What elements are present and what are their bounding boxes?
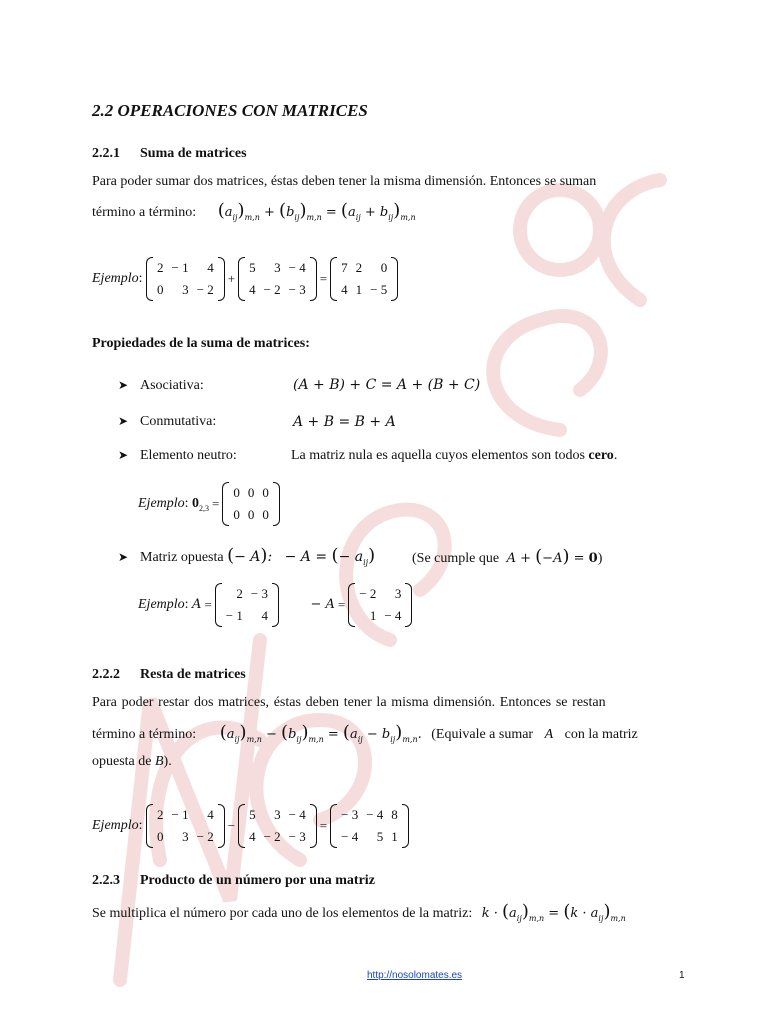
paragraph-suma-1: Para poder sumar dos matrices, éstas deben tener la misma dimensión. Entonces se suman: [92, 174, 597, 189]
example-opuesta: Ejemplo: A = 2 − 3 − 1 4 − A = − 2 3 1 − 4: [138, 583, 412, 627]
arrow-bullet-icon: ➤: [118, 550, 129, 564]
matrix-a: 2 − 1 4 0 3 − 2: [146, 804, 225, 848]
neutro-description: La matriz nula es aquella cuyos elementos son todos cero.: [291, 448, 618, 463]
page-title: 2.2 OPERACIONES CON MATRICES: [92, 101, 368, 120]
matrix-neg-a: − 2 3 1 − 4: [348, 583, 412, 627]
arrow-bullet-icon: ➤: [118, 378, 129, 392]
paragraph-producto: Se multiplica el número por cada uno de los elementos de la matriz: $k \cdot (a_{ij})_{m,n} = (k \cdot a_{ij})_{m,n}$: [92, 901, 626, 923]
matrix-b: 5 3 − 4 4 − 2 − 3: [238, 257, 317, 301]
page-number: 1: [679, 970, 685, 981]
property-opuesta: ➤ Matriz opuesta (− A): − A = (− $a_{ij}$): [118, 545, 376, 567]
section-heading-producto: 2.2.3 Producto de un número por una matriz: [92, 873, 375, 888]
paragraph-text: término a término:: [92, 205, 197, 220]
matrix-b: 5 3 − 4 4 − 2 − 3: [238, 804, 317, 848]
property-conmutativa: ➤ Conmutativa:: [118, 414, 217, 429]
property-asociativa: ➤ Asociativa:: [118, 378, 204, 393]
properties-heading: Propiedades de la suma de matrices:: [92, 336, 310, 351]
section-number: 2.2.1: [92, 146, 120, 161]
example-label: Ejemplo: [92, 271, 139, 287]
example-resta: Ejemplo: 2 − 1 4 0 3 − 2 − 5 3 − 4 4 − 2 − 3 = − 3 − 4 8 − 4 5 1: [92, 804, 409, 848]
paragraph-suma-2: [92, 200, 416, 222]
zero-matrix: 0 0 0 0 0 0: [222, 482, 280, 526]
example-suma: Ejemplo: 2 − 1 4 0 3 − 2 + 5 3 − 4 4 − 2 − 3 = 7 2 0 4 1 − 5: [92, 257, 398, 301]
section-title: Suma de matrices: [140, 146, 247, 161]
matrix-result: 7 2 0 4 1 − 5: [330, 257, 398, 301]
section-heading-resta: 2.2.2 Resta de matrices: [92, 667, 246, 682]
matrix-a-opuesta: 2 − 3 − 1 4: [215, 583, 279, 627]
formula-conmutativa: A + B = B + A: [293, 414, 396, 430]
arrow-bullet-icon: ➤: [118, 448, 129, 462]
matrix-result: − 3 − 4 8 − 4 5 1: [330, 804, 409, 848]
sum-formula: $(a_{ij})_{m,n} + (b_{ij})_{m,n} = (a_{ij} + b_{ij})_{m,n}$: [217, 200, 416, 222]
paragraph-resta-1: Para poder restar dos matrices, éstas deben tener la misma dimensión. Entonces se restan: [92, 695, 606, 710]
arrow-bullet-icon: ➤: [118, 414, 129, 428]
matrix-a: 2 − 1 4 0 3 − 2: [146, 257, 225, 301]
footer-link[interactable]: http://nosolomates.es: [367, 970, 463, 981]
example-zero-matrix: Ejemplo: $0_{2,3}$ = 0 0 0 0 0 0: [138, 482, 280, 526]
formula-asociativa: (A + B) + C = A + (B + C): [293, 377, 481, 393]
section-heading-suma: [92, 146, 247, 162]
property-neutro: ➤ Elemento neutro:: [118, 448, 237, 463]
opuesta-note: (Se cumple que A + (−A) = 0): [412, 546, 603, 567]
paragraph-resta-2: término a término: $(a_{ij})_{m,n} - (b_{ij})_{m,n} = (a_{ij} - b_{ij})_{m,n}$. (Equivale a sumar A con la matriz: [92, 722, 638, 744]
paragraph-resta-3: opuesta de B).: [92, 754, 172, 769]
